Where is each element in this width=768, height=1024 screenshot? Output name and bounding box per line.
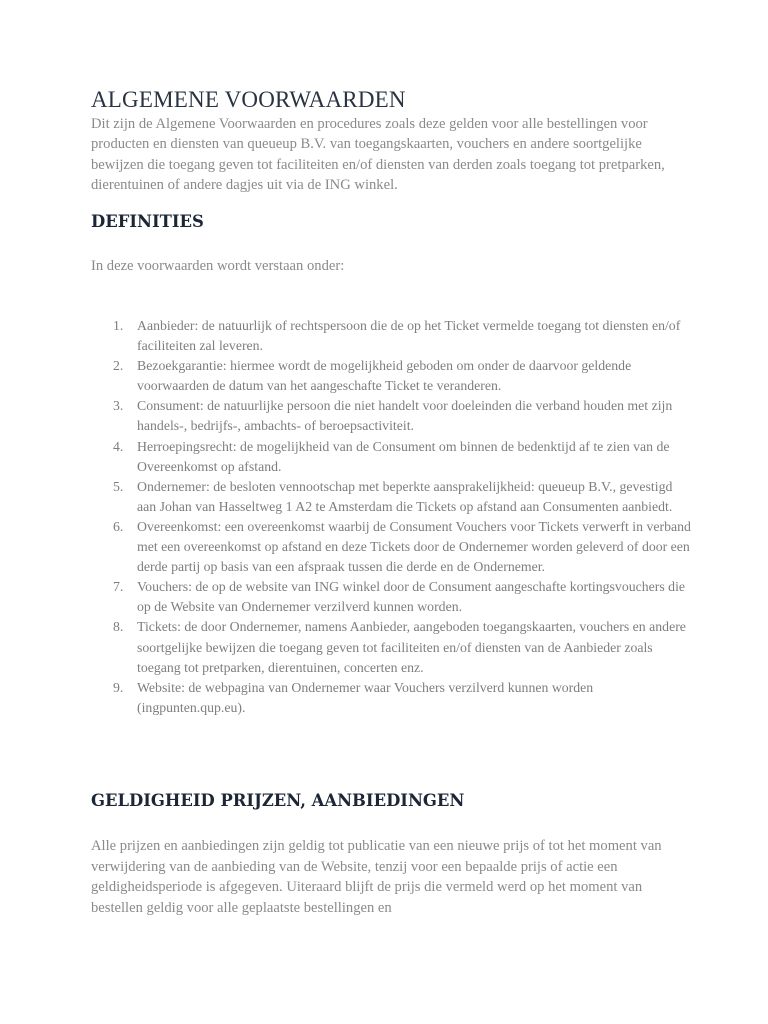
list-number: 5. bbox=[113, 478, 124, 494]
definitions-list bbox=[91, 316, 691, 718]
definition-item-6 bbox=[91, 517, 691, 577]
definition-text: Consument: de natuurlijke persoon die niet handelt voor doeleinden die verband houden met zijn handels-, bedrijfs-, ambachts- of beroepsactiviteit. bbox=[137, 398, 673, 434]
definition-text: Ondernemer: de besloten vennootschap met beperkte aansprakelijkheid: queueup B.V., gevestigd aan Johan van Hasseltweg 1 A2 te Amsterdam die Tickets op afstand aan Consumenten aanbiedt. bbox=[137, 478, 673, 514]
definition-text: Aanbieder: de natuurlijk of rechtspersoon die de op het Ticket vermelde toegang tot diensten en/of faciliteiten zal leveren. bbox=[137, 318, 681, 354]
validity-paragraph: Alle prijzen en aanbiedingen zijn geldig tot publicatie van een nieuwe prijs of tot het moment van verwijdering van de aanbieding van de Website, tenzij voor een bepaalde prijs of actie een geldigheidsperiode is afgegeven. Uiteraard blijft de prijs die vermeld werd op het moment van bestellen geldig voor alle geplaatste bestellingen en bbox=[91, 838, 662, 916]
definition-item-4 bbox=[91, 437, 691, 477]
list-number: 2. bbox=[113, 358, 124, 374]
definitions-lead: In deze voorwaarden wordt verstaan onder: bbox=[91, 258, 345, 274]
list-number: 9. bbox=[113, 679, 124, 695]
list-number: 8. bbox=[113, 619, 124, 635]
definition-text: Vouchers: de op de website van ING winkel door de Consument aangeschafte kortingsvouchers die op de Website van Ondernemer verzilverd kunnen worden. bbox=[137, 579, 686, 615]
list-number: 3. bbox=[113, 398, 124, 414]
definitions-heading: DEFINITIES bbox=[91, 212, 204, 231]
list-number: 7. bbox=[113, 579, 124, 595]
intro-paragraph: Dit zijn de Algemene Voorwaarden en procedures zoals deze gelden voor alle bestellingen voor producten en diensten van queueup B.V. van toegangskaarten, vouchers en andere soortgelijke bewijzen die toegang geven tot faciliteiten en/of diensten van derden zoals toegang tot pretparken, dierentuinen of andere dagjes uit via de ING winkel. bbox=[91, 116, 665, 194]
definition-text: Bezoekgarantie: hiermee wordt de mogelijkheid geboden om onder de daarvoor geldende voorwaarden de datum van het aangeschafte Ticket te veranderen. bbox=[137, 358, 632, 394]
definition-item-2 bbox=[91, 356, 691, 396]
definition-text: Herroepingsrecht: de mogelijkheid van de Consument om binnen de bedenktijd af te zien van de Overeenkomst op afstand. bbox=[137, 438, 670, 474]
definition-item-9 bbox=[91, 678, 691, 718]
definition-item-8 bbox=[91, 617, 691, 677]
definition-text: Tickets: de door Ondernemer, namens Aanbieder, aangeboden toegangskaarten, vouchers en andere soortgelijke bewijzen die toegang geven tot faciliteiten en/of diensten van de Aanbieder zoals toegang tot pretparken, dierentuinen, concerten enz. bbox=[137, 619, 686, 675]
list-number: 6. bbox=[113, 518, 124, 534]
document-title: ALGEMENE VOORWAARDEN bbox=[91, 87, 406, 112]
definition-text: Overeenkomst: een overeenkomst waarbij de Consument Vouchers voor Tickets verwerft in verband met een overeenkomst op afstand en deze Tickets door de Ondernemer worden geleverd of door een derde partij op basis van een afspraak tussen die derde en de Ondernemer. bbox=[137, 518, 691, 575]
definition-item-5 bbox=[91, 477, 691, 517]
list-number: 4. bbox=[113, 438, 124, 454]
definition-item-1 bbox=[91, 316, 691, 356]
definition-item-3 bbox=[91, 396, 691, 436]
list-number: 1. bbox=[113, 318, 124, 333]
definition-item-7 bbox=[91, 577, 691, 617]
validity-heading: GELDIGHEID PRIJZEN, AANBIEDINGEN bbox=[91, 791, 465, 810]
definition-text: Website: de webpagina van Ondernemer waar Vouchers verzilverd kunnen worden (ingpunten.qup.eu). bbox=[137, 679, 594, 715]
